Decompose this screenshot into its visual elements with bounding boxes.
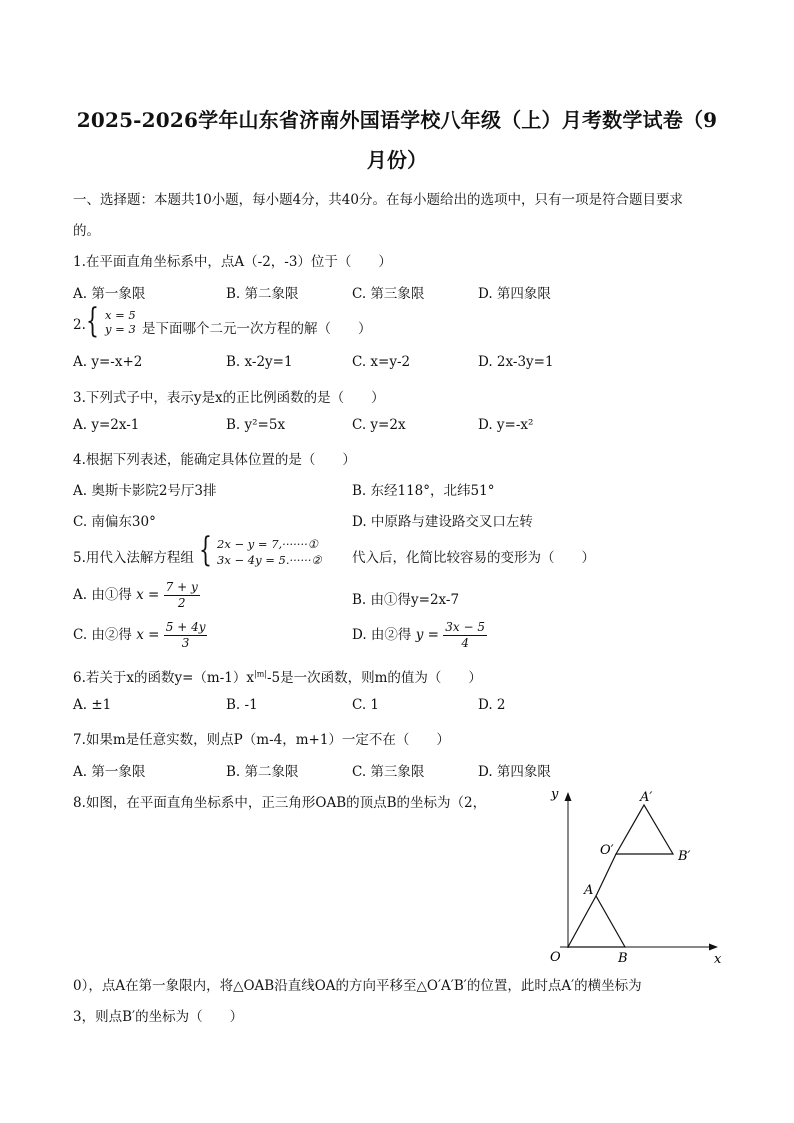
- section-heading-line2: 的。: [73, 223, 100, 239]
- q5-option-a-denominator: 2: [177, 596, 186, 610]
- label-o: O: [550, 950, 561, 965]
- q7-option-c: C. 第三象限: [352, 764, 425, 780]
- q7-option-d: D. 第四象限: [478, 764, 551, 780]
- q6-exponent: |m|: [254, 669, 267, 679]
- question-5-prefix: 5.用代入法解方程组: [73, 550, 194, 566]
- q5-option-c-lhs: x =: [136, 627, 160, 643]
- q4-option-d: D. 中原路与建设路交叉口左转: [352, 514, 533, 530]
- q4-option-b: B. 东经118°，北纬51°: [352, 483, 495, 499]
- q4-option-c: C. 南偏东30°: [73, 514, 156, 530]
- q5-equation-1: 2x − y = 7,·······①: [217, 537, 319, 551]
- q5-option-c-label: C. 由②得: [73, 627, 132, 643]
- label-a: A: [584, 883, 594, 898]
- q1-option-d: D. 第四象限: [478, 286, 551, 302]
- question-3-stem: 3.下列式子中，表示y是x的正比例函数的是（ ）: [73, 390, 385, 406]
- coordinate-figure: [540, 780, 730, 970]
- label-x: x: [714, 952, 722, 967]
- question-8-stem-line3: 3，则点B′的坐标为（ ）: [73, 1009, 244, 1025]
- q2-option-d: D. 2x-3y=1: [478, 354, 554, 370]
- q3-option-d: D. y=-x²: [478, 417, 534, 433]
- q5-equation-2: 3x − 4y = 5.······②: [217, 553, 322, 567]
- q6-option-b: B. -1: [226, 697, 258, 713]
- question-4-stem: 4.根据下列表述，能确定具体位置的是（ ）: [73, 452, 356, 468]
- q7-option-b: B. 第二象限: [226, 764, 299, 780]
- q5-option-b: B. 由①得y=2x-7: [352, 592, 460, 608]
- x-axis-arrow: [709, 944, 718, 951]
- q5-option-a-lhs: x =: [136, 587, 160, 603]
- q5-option-a-fraction: [164, 580, 200, 611]
- q2-option-c: C. x=y-2: [352, 354, 411, 370]
- q4-option-a: A. 奥斯卡影院2号厅3排: [73, 483, 217, 499]
- q5-option-c-fraction: [164, 620, 208, 651]
- label-a-prime: A′: [640, 790, 653, 805]
- question-2-number: 2.: [73, 317, 86, 333]
- q5-option-d: [352, 620, 487, 651]
- q2-system-brace: {: [86, 301, 99, 341]
- label-y: y: [551, 787, 559, 802]
- q2-option-b: B. x-2y=1: [226, 354, 293, 370]
- q5-option-c-denominator: 3: [181, 636, 190, 650]
- q5-option-a-label: A. 由①得: [73, 587, 132, 603]
- q5-option-d-label: D. 由②得: [352, 627, 412, 643]
- q5-system-brace: {: [199, 530, 212, 570]
- q5-option-a-numerator: 7 + y: [165, 580, 198, 594]
- question-7-stem: 7.如果m是任意实数，则点P（m-4，m+1）一定不在（ ）: [73, 732, 450, 748]
- question-5-stem: 代入后，化简比较容易的变形为（ ）: [352, 550, 595, 566]
- label-b: B: [618, 951, 628, 966]
- q1-option-c: C. 第三象限: [352, 286, 425, 302]
- q5-option-d-numerator: 3x − 5: [445, 620, 485, 634]
- q6-option-d: D. 2: [478, 697, 506, 713]
- exam-title-line1: 2025-2026学年山东省济南外国语学校八年级（上）月考数学试卷（9: [76, 108, 718, 132]
- q2-equation-2: y = 3: [105, 322, 136, 336]
- q5-option-c-numerator: 5 + 4y: [165, 620, 206, 634]
- label-o-prime: O′: [600, 843, 614, 858]
- q6-option-a: A. ±1: [73, 697, 112, 713]
- question-6-stem: [73, 666, 482, 686]
- exam-title-line2: 月份）: [366, 148, 428, 172]
- q6-option-c: C. 1: [352, 697, 380, 713]
- q7-option-a: A. 第一象限: [73, 764, 146, 780]
- line-oa-extension: [596, 854, 616, 896]
- q1-option-a: A. 第一象限: [73, 286, 146, 302]
- section-heading-line1: 一、选择题：本题共10小题，每小题4分，共40分。在每小题给出的选项中，只有一项是符合题目要求: [73, 192, 683, 208]
- q5-option-d-denominator: 4: [461, 636, 469, 650]
- q5-option-c: [73, 620, 207, 651]
- q2-option-a: A. y=-x+2: [73, 354, 143, 370]
- question-2-stem: 是下面哪个二元一次方程的解（ ）: [142, 321, 372, 337]
- y-axis-arrow: [565, 792, 572, 801]
- label-b-prime: B′: [678, 849, 691, 864]
- q5-option-a: [73, 580, 200, 611]
- q2-equation-1: x = 5: [105, 308, 136, 322]
- triangle-o-prime-a-prime-b-prime: [616, 805, 673, 854]
- q1-option-b: B. 第二象限: [226, 286, 299, 302]
- question-1-stem: 1.在平面直角坐标系中，点A（-2，-3）位于（ ）: [73, 254, 392, 270]
- q5-option-d-lhs: y =: [415, 627, 439, 643]
- question-8-stem-line1: 8.如图，在平面直角坐标系中，正三角形OAB的顶点B的坐标为（2，: [73, 795, 487, 811]
- q6-stem-part-b: -5是一次函数，则m的值为（ ）: [266, 670, 482, 686]
- q3-option-a: A. y=2x-1: [73, 417, 140, 433]
- q6-stem-part-a: 6.若关于x的函数y=（m-1）x: [73, 670, 254, 686]
- q3-option-c: C. y=2x: [352, 417, 406, 433]
- q5-option-d-fraction: [443, 620, 487, 651]
- question-8-stem-line2: 0），点A在第一象限内，将△OAB沿直线OA的方向平移至△O′A′B′的位置，此时点A′的横坐标为: [73, 978, 642, 994]
- triangle-oab: [568, 896, 625, 947]
- q3-option-b: B. y²=5x: [226, 417, 286, 433]
